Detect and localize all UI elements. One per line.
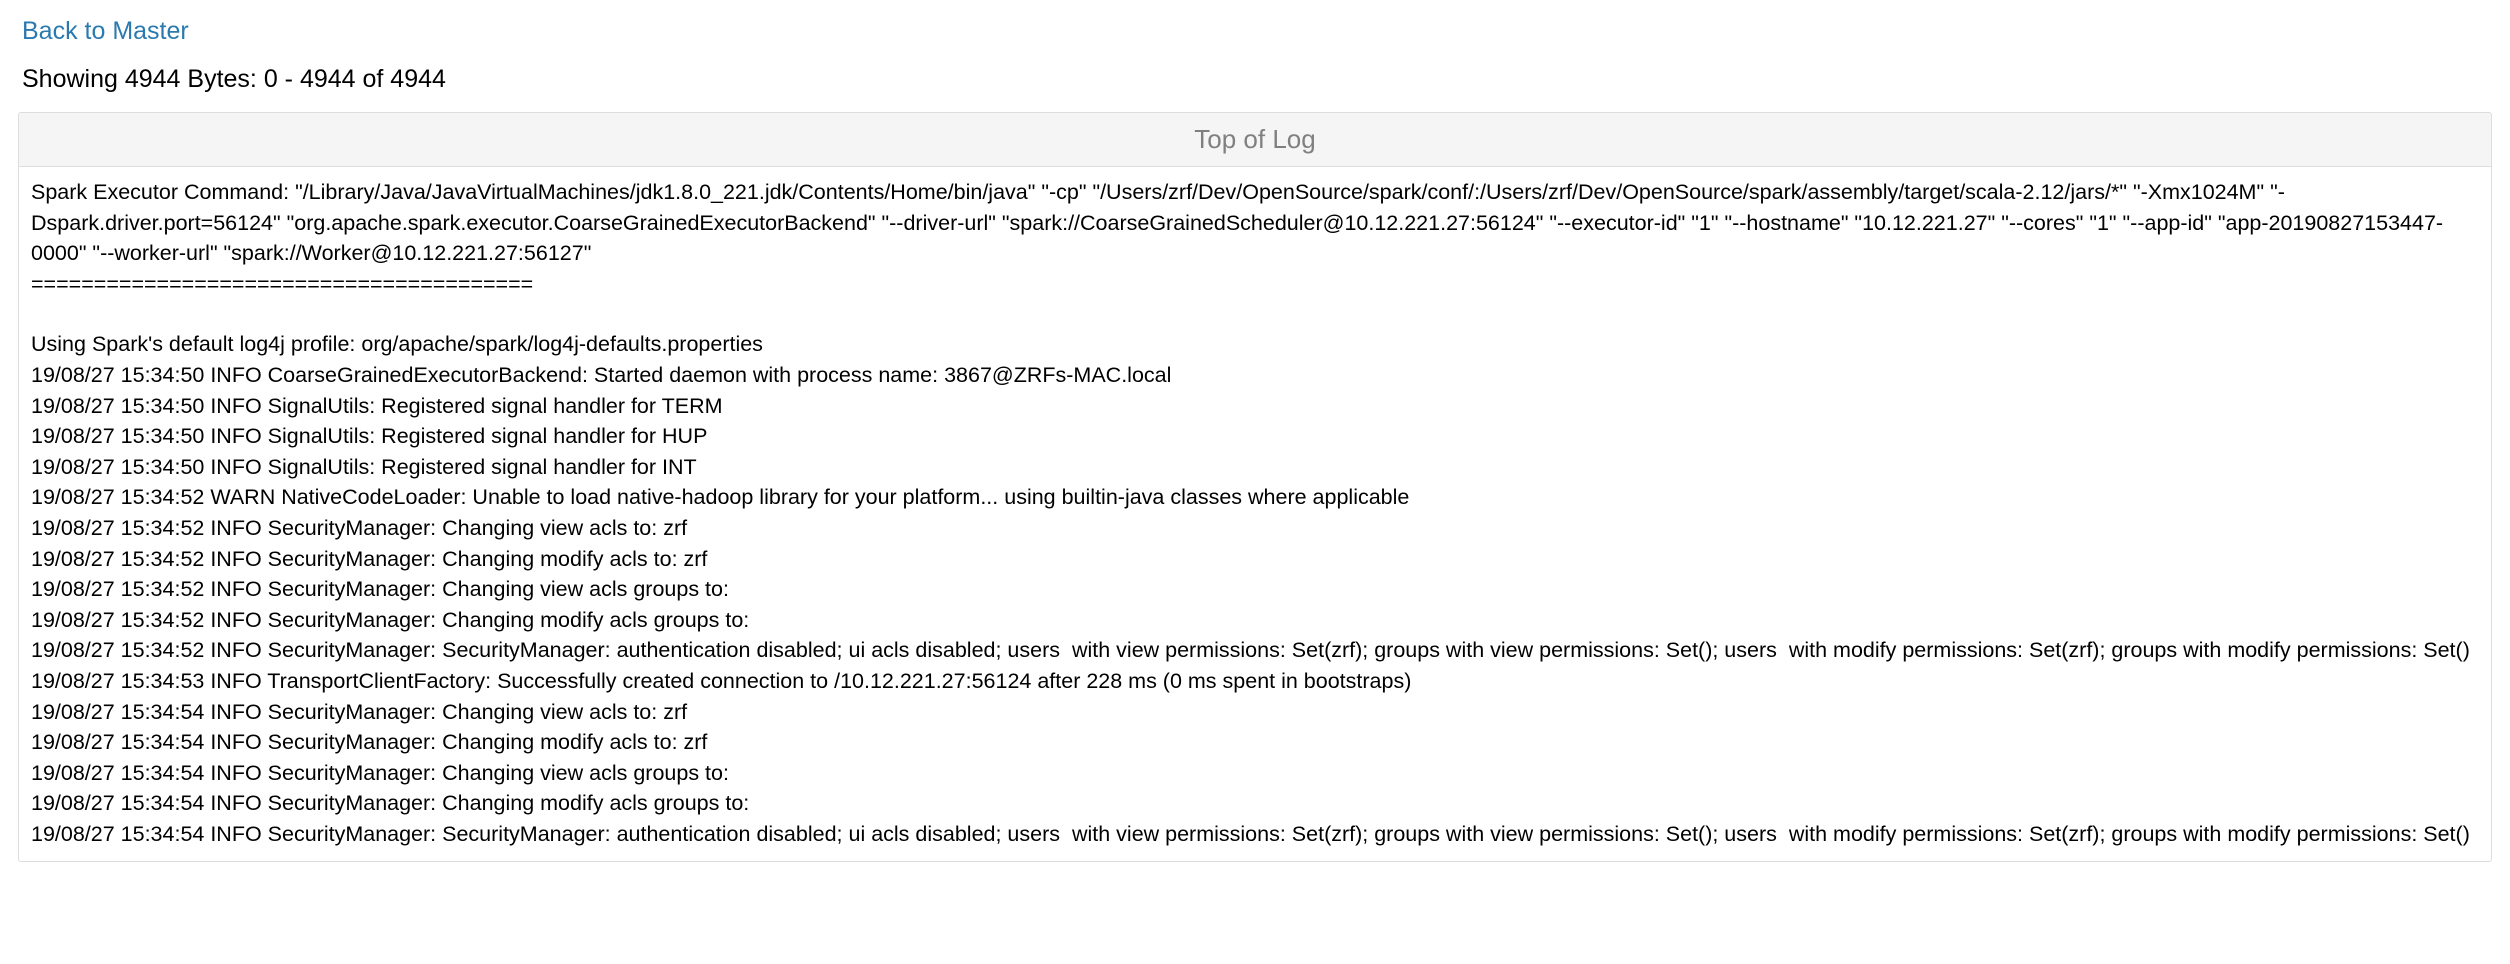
log-line: 19/08/27 15:34:54 INFO SecurityManager: SecurityManager: authentication disabled; ui acls disabled; users with view permissions: Set(zrf); groups with view permissions: Set(); users with modify permissions: Set(zrf); groups with modify permissions: Set()	[31, 821, 2470, 846]
log-line: 19/08/27 15:34:54 INFO SecurityManager: Changing modify acls to: zrf	[31, 730, 708, 755]
log-line: 19/08/27 15:34:52 INFO SecurityManager: Changing view acls groups to:	[31, 577, 729, 602]
log-line: 19/08/27 15:34:52 INFO SecurityManager: Changing view acls to: zrf	[31, 515, 688, 540]
log-line: Using Spark's default log4j profile: org/apache/spark/log4j-defaults.properties	[31, 332, 763, 357]
log-line: 19/08/27 15:34:52 INFO SecurityManager: SecurityManager: authentication disabled; ui acls disabled; users with view permissions: Set(zrf); groups with view permissions: Set(); users with modify permissions: Set(zrf); groups with modify permissions: Set()	[31, 638, 2470, 663]
log-panel	[18, 112, 2492, 862]
log-line: 19/08/27 15:34:54 INFO SecurityManager: Changing modify acls groups to:	[31, 791, 750, 816]
log-line: 19/08/27 15:34:52 WARN NativeCodeLoader: Unable to load native-hadoop library for your platform... using builtin-java classes where applicable	[31, 485, 1410, 510]
log-line: 19/08/27 15:34:52 INFO SecurityManager: Changing modify acls groups to:	[31, 607, 750, 632]
log-line: ========================================	[31, 271, 534, 296]
log-line: 19/08/27 15:34:50 INFO SignalUtils: Registered signal handler for HUP	[31, 424, 708, 449]
log-line: 19/08/27 15:34:50 INFO SignalUtils: Registered signal handler for INT	[31, 454, 697, 479]
log-line: 19/08/27 15:34:54 INFO SecurityManager: Changing view acls to: zrf	[31, 699, 688, 724]
back-to-master-link[interactable]: Back to Master	[22, 17, 189, 45]
log-line: 19/08/27 15:34:52 INFO SecurityManager: Changing modify acls to: zrf	[31, 546, 708, 571]
top-of-log-button[interactable]: Top of Log	[19, 113, 2491, 167]
log-line: 19/08/27 15:34:54 INFO SecurityManager: Changing view acls groups to:	[31, 760, 729, 785]
log-content	[19, 167, 2491, 861]
log-line: 19/08/27 15:34:50 INFO SignalUtils: Registered signal handler for TERM	[31, 393, 723, 418]
log-line: 19/08/27 15:34:50 INFO CoarseGrainedExecutorBackend: Started daemon with process name: 3867@ZRFs-MAC.local	[31, 362, 1172, 387]
showing-bytes-status: Showing 4944 Bytes: 0 - 4944 of 4944	[22, 65, 446, 93]
log-line	[31, 299, 2479, 329]
log-line: Spark Executor Command: "/Library/Java/JavaVirtualMachines/jdk1.8.0_221.jdk/Contents/Home/bin/java" "-cp" "/Users/zrf/Dev/OpenSource/spark/conf/:/Users/zrf/Dev/OpenSource/spark/assembly/target/scala-2.12/jars/*" "-Xmx1024M" "-Dspark.driver.port=56124" "org.apache.spark.executor.CoarseGrainedExecutorBackend" "--driver-url" "spark://CoarseGrainedScheduler@10.12.221.27:56124" "--executor-id" "1" "--hostname" "10.12.221.27" "--cores" "1" "--app-id" "app-20190827153447-0000" "--worker-url" "spark://Worker@10.12.221.27:56127"	[31, 180, 2444, 266]
log-line: 19/08/27 15:34:53 INFO TransportClientFactory: Successfully created connection to /10.12.221.27:56124 after 228 ms (0 ms spent in bootstraps)	[31, 668, 1412, 693]
